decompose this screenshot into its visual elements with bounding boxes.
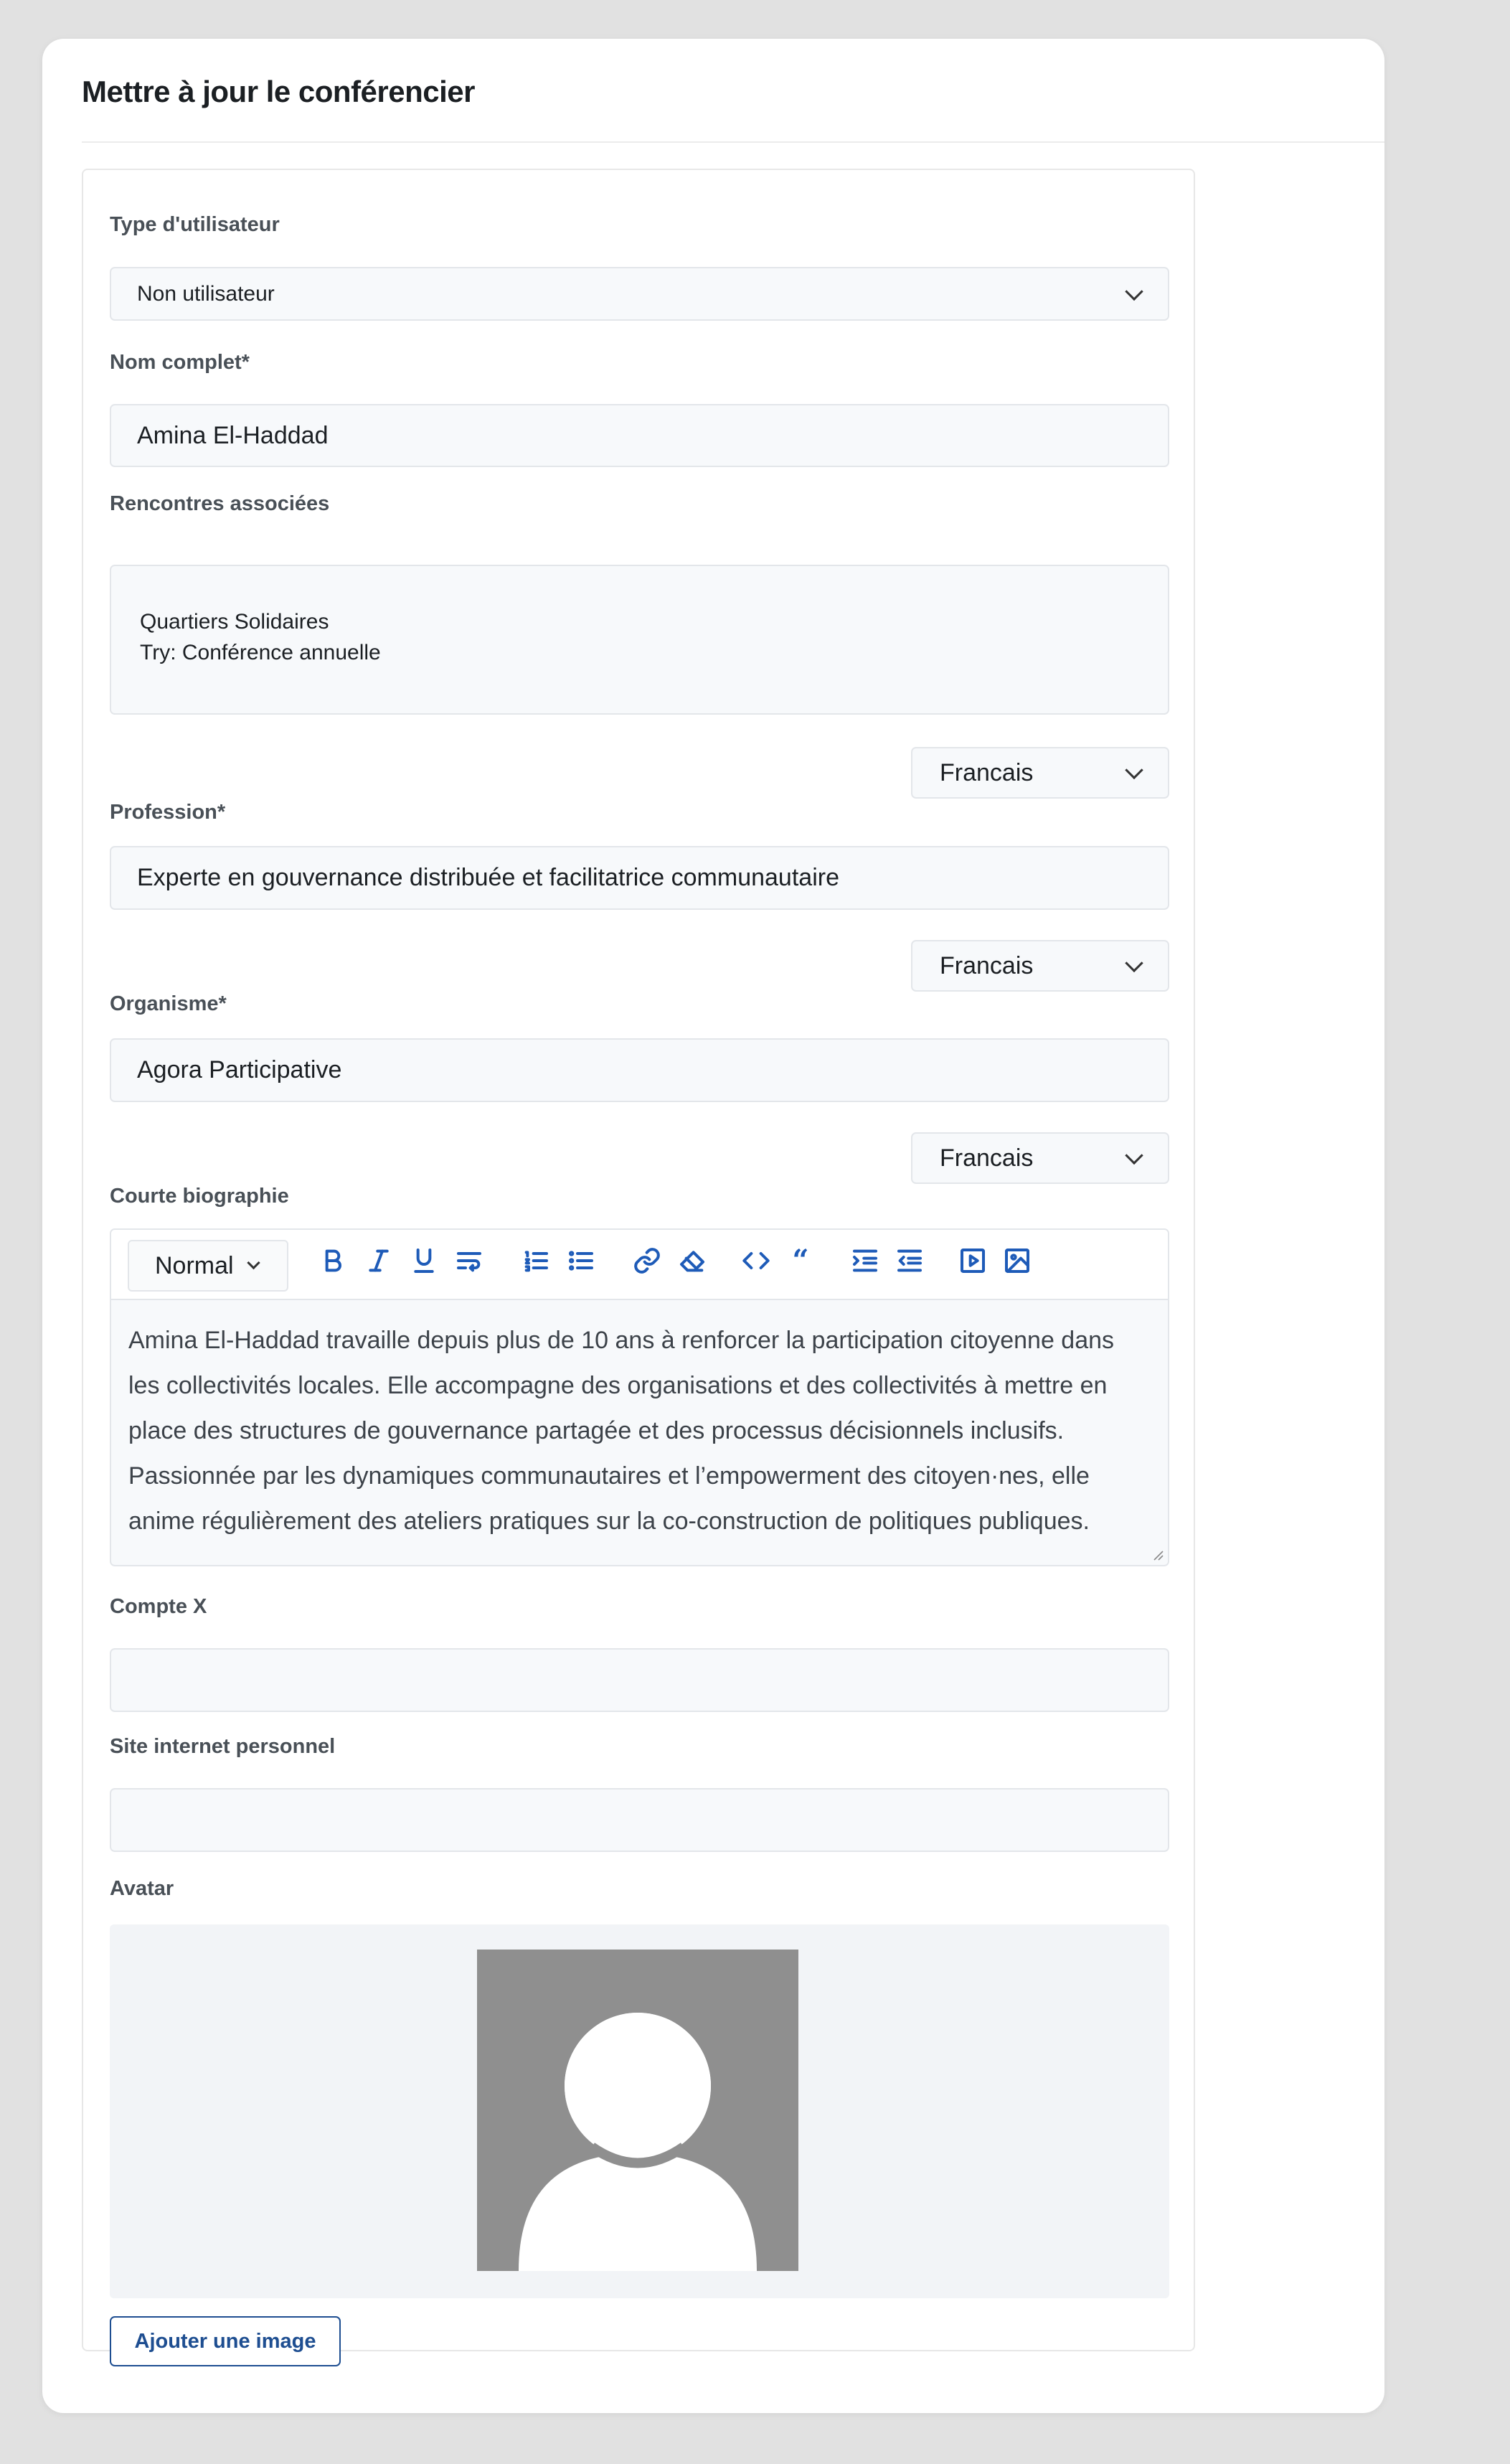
avatar-label: Avatar	[110, 1877, 174, 1900]
bio-label: Courte biographie	[110, 1185, 289, 1208]
user-type-value: Non utilisateur	[137, 281, 275, 306]
meeting-item: Quartiers Solidaires	[140, 610, 329, 634]
organization-language-select[interactable]	[911, 940, 1169, 992]
meetings-multiselect[interactable]	[110, 565, 1169, 715]
meetings-label: Rencontres associées	[110, 492, 330, 515]
organization-input[interactable]	[110, 1038, 1169, 1102]
profession-language-select[interactable]	[911, 747, 1169, 799]
chevron-down-icon	[1125, 761, 1143, 779]
chevron-down-icon	[1125, 282, 1143, 300]
chevron-down-icon	[247, 1256, 260, 1269]
add-image-button[interactable]: Ajouter une image	[110, 2316, 341, 2366]
full-name-input[interactable]	[110, 404, 1169, 467]
profession-language-value: Francais	[940, 758, 1034, 786]
avatar-placeholder-image	[477, 1950, 798, 2271]
title-divider	[82, 141, 1384, 143]
full-name-label: Nom complet*	[110, 351, 250, 374]
profession-input[interactable]	[110, 846, 1169, 910]
indent-icon[interactable]	[847, 1243, 883, 1279]
speaker-form	[82, 169, 1195, 2351]
user-silhouette-icon	[477, 1950, 798, 2271]
x-account-label: Compte X	[110, 1595, 207, 1618]
chevron-down-icon	[1125, 1147, 1143, 1165]
full-name-value: Amina El-Haddad	[137, 421, 329, 449]
website-input[interactable]	[110, 1788, 1169, 1852]
profession-value: Experte en gouvernance distribuée et facilitatrice communautaire	[137, 864, 839, 891]
user-type-label: Type d'utilisateur	[110, 213, 280, 236]
video-icon[interactable]	[955, 1243, 991, 1279]
editor-toolbar	[111, 1230, 1168, 1300]
avatar-preview-area	[110, 1924, 1169, 2298]
blockquote-icon[interactable]: “	[792, 1243, 809, 1277]
underline-icon[interactable]	[406, 1243, 442, 1279]
bio-text-area[interactable]: Amina El-Haddad travaille depuis plus de 10 ans à renforcer la participation citoyenne dans les collectivités locales. Elle accompagne des organisations et des collectivités à mettre en place des structures de gouvernance partagée et des processus décisionnels inclusifs. Passionnée par les dynamiques communautaires et l’empowerment des citoyen·nes, elle anime régulièrement des ateliers pratiques sur la co-construction de politiques publiques.	[128, 1327, 1115, 1535]
chevron-down-icon	[1125, 954, 1143, 972]
ordered-list-icon[interactable]	[518, 1243, 554, 1279]
bio-language-value: Francais	[940, 1144, 1034, 1172]
page-title: Mettre à jour le conférencier	[82, 75, 476, 108]
italic-icon[interactable]	[361, 1243, 397, 1279]
bold-icon[interactable]	[315, 1243, 351, 1279]
organization-label: Organisme*	[110, 992, 227, 1015]
strike-wrap-icon[interactable]	[451, 1243, 487, 1279]
bio-language-select[interactable]	[911, 1132, 1169, 1184]
organization-value: Agora Participative	[137, 1056, 342, 1083]
user-type-select[interactable]	[110, 267, 1169, 321]
organization-language-value: Francais	[940, 951, 1034, 979]
profession-label: Profession*	[110, 801, 226, 824]
clear-format-icon[interactable]	[674, 1243, 710, 1279]
link-icon[interactable]	[629, 1243, 665, 1279]
meeting-item: Try: Conférence annuelle	[140, 641, 381, 664]
text-format-select[interactable]	[128, 1240, 288, 1292]
bullet-list-icon[interactable]	[563, 1243, 599, 1279]
image-icon[interactable]	[999, 1243, 1035, 1279]
x-account-input[interactable]	[110, 1648, 1169, 1712]
resize-handle-icon[interactable]	[1151, 1548, 1164, 1561]
bio-rich-text-editor	[110, 1228, 1169, 1566]
code-icon[interactable]	[738, 1243, 774, 1279]
outdent-icon[interactable]	[892, 1243, 928, 1279]
website-label: Site internet personnel	[110, 1735, 336, 1758]
text-format-value: Normal	[155, 1251, 234, 1279]
speaker-card	[42, 39, 1384, 2413]
